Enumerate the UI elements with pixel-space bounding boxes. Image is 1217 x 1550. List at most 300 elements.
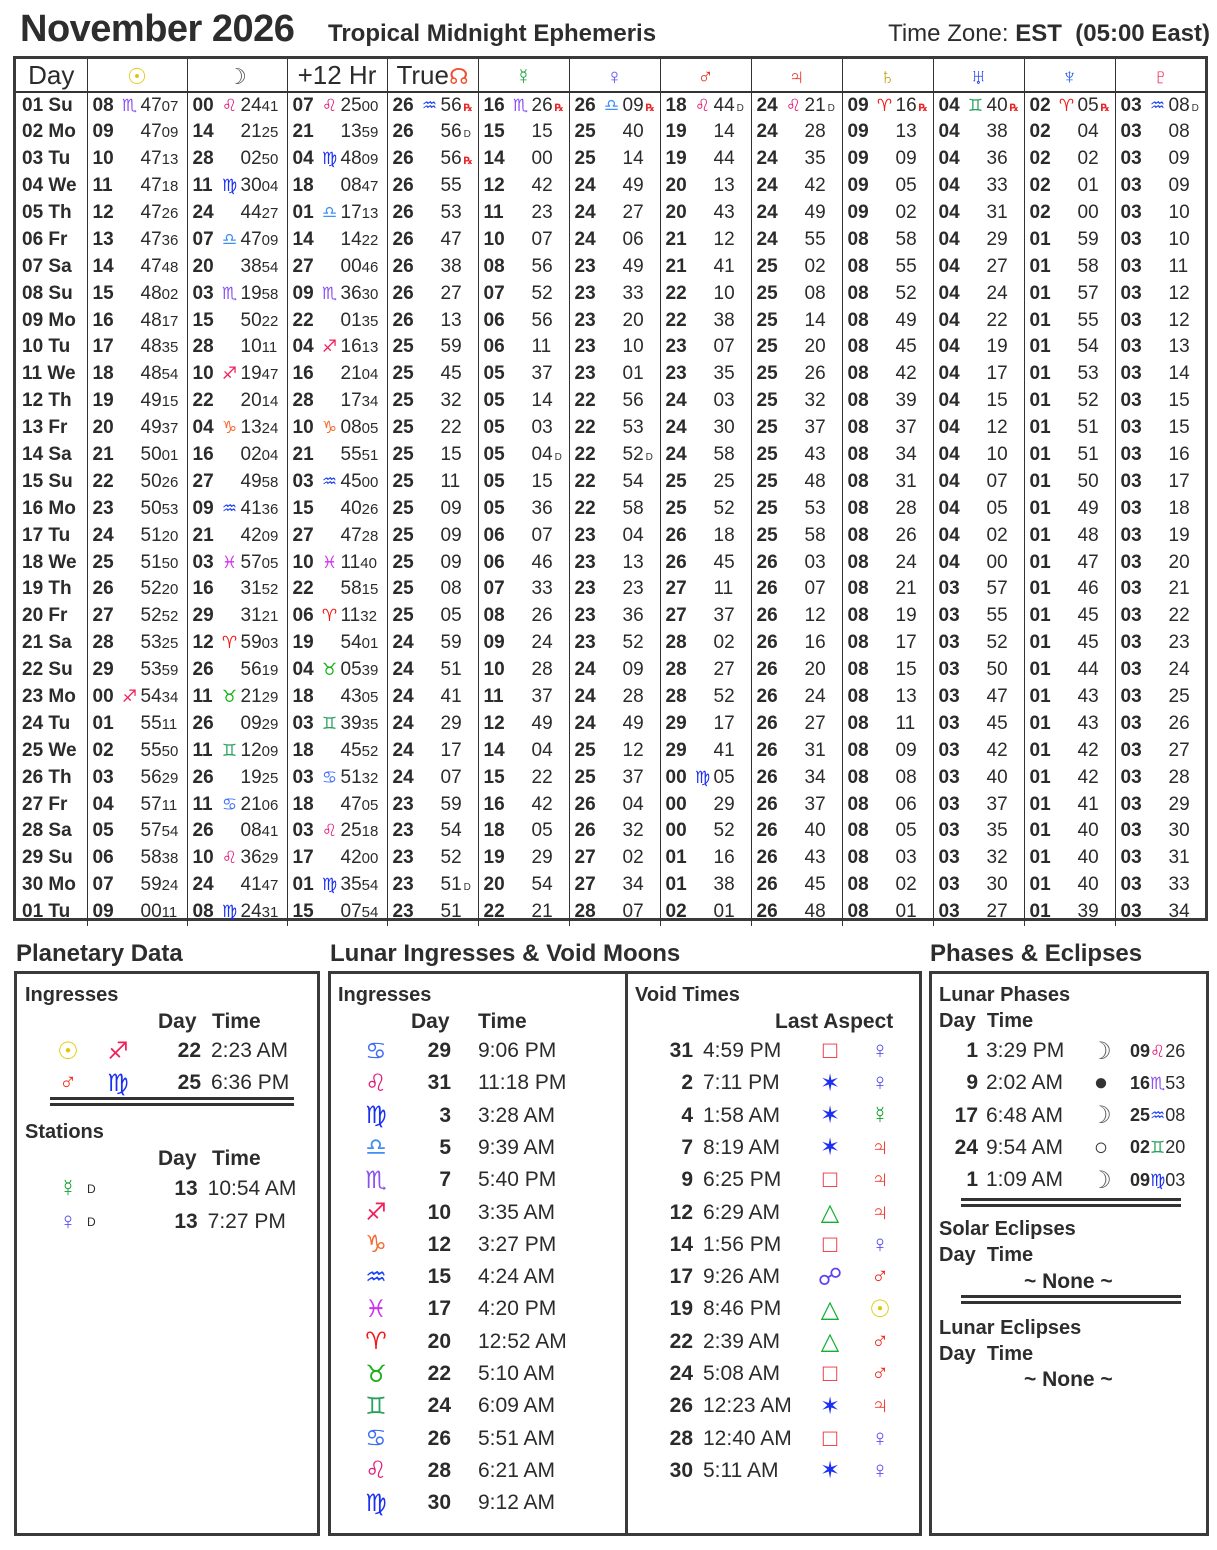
position-cell [1024, 818, 1115, 845]
degrees: 04 [292, 336, 314, 358]
degrees: 03 [1120, 228, 1142, 250]
venus-icon: ♀︎ [871, 1456, 889, 1484]
sagittarius-icon: ♐︎ [221, 364, 238, 384]
seconds: 32 [360, 608, 377, 626]
aries-icon: ♈︎ [1058, 95, 1075, 115]
position-value [193, 552, 287, 574]
quarter-moon-icon: ☽︎ [1090, 1037, 1112, 1065]
degrees: 21 [292, 444, 314, 466]
degrees: 01 [1029, 578, 1051, 600]
retrograde-marker: ℞ [554, 102, 564, 114]
phases-section-title: Phases & Eclipses [930, 940, 1143, 967]
position-cell [478, 522, 569, 549]
position-cell [1024, 253, 1115, 280]
degrees: 03 [292, 766, 314, 788]
seconds: 00 [361, 97, 379, 115]
position-value [939, 444, 1024, 466]
degrees: 26 [392, 94, 414, 116]
minutes: 46 [531, 551, 553, 573]
position-cell [287, 872, 387, 899]
degrees: 26 [756, 712, 778, 734]
degrees: 03 [1120, 847, 1142, 869]
position-value [484, 686, 569, 708]
position-cell [1115, 442, 1206, 469]
position-value [666, 283, 751, 305]
lunar-phase-row [940, 1036, 1185, 1066]
position-value [484, 471, 569, 493]
position-value [575, 390, 660, 412]
degrees: 10 [292, 417, 314, 439]
position-cell [1115, 657, 1206, 684]
minutes: 37 [804, 417, 826, 439]
trine-icon: △︎ [820, 1328, 840, 1356]
table-row [16, 737, 1206, 764]
degrees: 08 [847, 739, 869, 761]
seconds: 41 [261, 823, 279, 841]
degrees: 08 [847, 847, 869, 869]
position-value [848, 632, 933, 654]
position-cell [478, 845, 569, 872]
position-value [666, 659, 751, 681]
column-header [660, 59, 751, 92]
degrees: 04 [938, 363, 960, 385]
degrees: 04 [938, 309, 960, 331]
position-value [757, 820, 842, 842]
degrees: 11 [92, 175, 113, 197]
seconds: 30 [361, 285, 379, 303]
degrees: 23 [574, 524, 596, 546]
minutes: 31 [895, 470, 917, 492]
day-header: Day [939, 1010, 976, 1032]
leo-icon: ♌︎ [694, 95, 711, 115]
position-value [393, 229, 478, 251]
degrees: 23 [574, 255, 596, 277]
position-cell [287, 657, 387, 684]
column-header [387, 59, 478, 92]
seconds: 52 [161, 608, 179, 626]
minutes: 09 [440, 551, 462, 573]
day-cell: 30 Mo [16, 872, 87, 899]
scorpio-icon: ♏︎ [1150, 1073, 1166, 1093]
position-value [575, 121, 660, 143]
minutes: 05 [531, 820, 553, 842]
minutes: 00 [1077, 202, 1099, 223]
minutes: 16 [713, 847, 735, 869]
position-cell [751, 737, 842, 764]
degrees: 03 [1120, 766, 1142, 788]
minutes: 18 [713, 524, 735, 546]
page-subtitle: Tropical Midnight Ephemeris [328, 20, 657, 47]
column-label: True [396, 59, 449, 90]
position-cell [1024, 226, 1115, 253]
position-cell [1115, 388, 1206, 415]
position-cell [1115, 280, 1206, 307]
position-value [575, 740, 660, 762]
position-value [848, 283, 933, 305]
position-cell [1024, 657, 1115, 684]
minutes: 30 [240, 175, 262, 197]
double-divider [961, 1295, 1181, 1304]
minutes: 40 [622, 121, 644, 143]
position-value [93, 740, 187, 762]
position-cell [1115, 872, 1206, 899]
void-day: 24 [669, 1362, 693, 1385]
position-cell [87, 200, 187, 227]
degrees: 29 [92, 659, 114, 681]
minutes: 49 [622, 255, 644, 277]
table-row [16, 361, 1206, 388]
position-value [193, 632, 287, 654]
seconds: 11 [261, 339, 278, 357]
position-cell [387, 522, 478, 549]
seconds: 01 [361, 635, 379, 653]
degrees: 24 [392, 766, 414, 788]
degrees: 25 [392, 417, 414, 439]
position-value [939, 336, 1024, 358]
minutes: 58 [895, 228, 917, 250]
position-value [1030, 95, 1115, 117]
position-value [939, 767, 1024, 789]
position-cell [387, 872, 478, 899]
jupiter-icon: ♃︎ [871, 1133, 889, 1161]
minutes: 58 [340, 578, 362, 600]
minutes: 40 [804, 820, 826, 842]
seconds: 24 [161, 877, 179, 895]
position-value [575, 901, 660, 923]
minutes: 40 [1077, 847, 1099, 869]
degrees: 01 [1029, 524, 1051, 546]
mercury-icon: ☿︎ [515, 63, 532, 89]
minutes: 56 [140, 766, 162, 788]
degrees: 05 [483, 470, 505, 492]
degrees: 09 [192, 497, 214, 519]
degrees: 01 [292, 874, 314, 896]
minutes: 53 [622, 417, 644, 439]
position-value [193, 901, 287, 923]
position-value [939, 229, 1024, 251]
position-cell [387, 361, 478, 388]
position-cell [1024, 764, 1115, 791]
position-value [575, 310, 660, 332]
minutes: 39 [340, 712, 362, 734]
position-value [1121, 148, 1207, 170]
position-cell [933, 657, 1024, 684]
degrees: 03 [1120, 712, 1142, 734]
seconds: 41 [261, 97, 279, 115]
void-row [641, 1424, 895, 1454]
degrees: 04 [938, 444, 960, 466]
minutes: 15 [531, 470, 553, 492]
degrees: 01 [1029, 363, 1051, 385]
position-cell [1024, 899, 1115, 926]
table-row [16, 146, 1206, 173]
position-value [939, 901, 1024, 923]
minutes: 29 [531, 847, 553, 869]
lunar-ingress-row [361, 1101, 555, 1131]
seconds: 50 [161, 554, 179, 572]
degrees: 18 [483, 820, 505, 842]
degrees: 15 [192, 309, 214, 331]
position-cell [287, 549, 387, 576]
degrees: 23 [574, 336, 596, 358]
position-value [1121, 794, 1207, 816]
degrees: 03 [1120, 444, 1142, 466]
position-value [575, 256, 660, 278]
position-value [757, 283, 842, 305]
position-cell [478, 468, 569, 495]
position-cell [387, 495, 478, 522]
degrees: 02 [1029, 202, 1051, 223]
jupiter-icon: ♃︎ [871, 1166, 889, 1194]
position-cell [87, 603, 187, 630]
position-cell [751, 791, 842, 818]
minutes: 08 [1168, 121, 1190, 143]
minutes: 52 [531, 282, 553, 304]
minutes: 10 [240, 336, 262, 358]
day-cell: 18 We [16, 549, 87, 576]
degrees: 26 [756, 686, 778, 708]
minutes: 19 [1168, 524, 1190, 546]
seconds: 04 [361, 366, 379, 384]
ingress-day: 20 [427, 1329, 451, 1353]
degrees: 25 [756, 390, 778, 412]
degrees: 27 [665, 605, 687, 627]
position-value [757, 148, 842, 170]
direct-marker: D [463, 129, 471, 141]
degrees: 01 [1029, 793, 1051, 815]
position-value [93, 444, 187, 466]
virgo-icon: ♍︎ [321, 875, 338, 895]
position-value [575, 444, 660, 466]
degrees: 01 [1029, 228, 1051, 250]
degrees: 07 [92, 874, 114, 896]
degrees: 08 [847, 444, 869, 466]
position-cell [287, 791, 387, 818]
minutes: 56 [440, 121, 462, 143]
position-value [293, 820, 387, 842]
minutes: 07 [531, 524, 553, 546]
position-cell [187, 549, 287, 576]
station-row [53, 1207, 286, 1237]
position-cell [933, 630, 1024, 657]
position-cell [187, 791, 287, 818]
minutes: 08 [440, 578, 462, 600]
planet-ingress-row [53, 1036, 288, 1066]
position-cell [387, 791, 478, 818]
degrees: 00 [665, 820, 687, 842]
position-value [293, 95, 387, 117]
position-value [1121, 498, 1207, 520]
day-cell: 20 Fr [16, 603, 87, 630]
seconds: 07 [161, 97, 179, 115]
minutes: 49 [622, 175, 644, 197]
degrees: 04 [292, 148, 314, 170]
seconds: 29 [161, 769, 179, 787]
degrees: 24 [392, 739, 414, 761]
minutes: 13 [622, 551, 644, 573]
minutes: 54 [340, 632, 362, 654]
sagittarius-icon: ♐︎ [321, 337, 338, 357]
position-value [1121, 659, 1207, 681]
quarter-moon-icon: ☽︎ [1090, 1166, 1112, 1194]
position-value [575, 95, 660, 117]
degrees: 19 [92, 390, 114, 412]
minutes: 09 [440, 497, 462, 519]
aries-icon: ♈︎ [221, 633, 238, 653]
column-header [187, 59, 287, 92]
degrees: 24 [756, 121, 778, 143]
position-value [666, 229, 751, 251]
seconds: 35 [161, 339, 179, 357]
minutes: 14 [340, 228, 362, 250]
degrees: 02 [92, 739, 114, 761]
degrees: 25 [665, 470, 687, 492]
position-value [193, 310, 287, 332]
position-cell [933, 442, 1024, 469]
minutes: 48 [140, 309, 162, 331]
position-value [666, 202, 751, 224]
degrees: 03 [938, 901, 960, 923]
degrees: 23 [665, 336, 687, 358]
minutes: 13 [1168, 336, 1190, 358]
minutes: 36 [622, 605, 644, 627]
position-value [1030, 874, 1115, 896]
position-value [393, 121, 478, 143]
void-time: 7:11 PM [703, 1071, 780, 1095]
degrees: 08 [847, 336, 869, 358]
degrees: 25 [574, 148, 596, 170]
position-cell [187, 280, 287, 307]
minutes: 47 [1077, 551, 1099, 573]
degrees: 02 [1029, 94, 1051, 116]
degrees: 22 [574, 444, 596, 466]
degrees: 16 [192, 444, 214, 466]
ingress-day: 12 [427, 1232, 451, 1256]
ingress-day: 29 [427, 1039, 451, 1062]
station-row [53, 1174, 296, 1204]
position-cell [842, 388, 933, 415]
venus-icon: ♀︎ [871, 1037, 889, 1064]
position-value [939, 256, 1024, 278]
degrees: 08 [847, 686, 869, 708]
cancer-icon: ♋︎ [365, 1037, 387, 1065]
degrees: 24 [574, 712, 596, 734]
minutes: 08 [240, 820, 262, 842]
position-cell [933, 549, 1024, 576]
mars-icon: ♂︎ [697, 63, 714, 89]
position-value [484, 498, 569, 520]
minutes: 50 [1077, 470, 1099, 492]
degrees: 16 [192, 578, 214, 600]
position-value [848, 820, 933, 842]
position-cell [87, 576, 187, 603]
position-value [1121, 605, 1207, 627]
position-cell [751, 522, 842, 549]
position-value [575, 659, 660, 681]
venus-icon: ♀︎ [59, 1208, 77, 1235]
position-value [1121, 632, 1207, 654]
position-value [393, 713, 478, 735]
minutes: 37 [986, 793, 1008, 815]
position-value [757, 578, 842, 600]
position-cell [842, 415, 933, 442]
degrees: 23 [574, 551, 596, 573]
degrees: 26 [192, 659, 214, 681]
minutes: 20 [240, 390, 262, 412]
position-value [193, 417, 287, 439]
virgo-icon: ♍︎ [107, 1069, 129, 1097]
position-cell [842, 710, 933, 737]
position-cell [1024, 200, 1115, 227]
position-cell [87, 92, 187, 119]
minutes: 45 [340, 739, 362, 761]
position-cell [478, 899, 569, 926]
degrees: 10 [483, 659, 505, 681]
seconds: 09 [261, 527, 279, 545]
position-value [193, 121, 287, 143]
minutes: 53 [140, 632, 162, 654]
seconds: 00 [361, 473, 379, 491]
position-cell [660, 845, 751, 872]
position-cell [187, 737, 287, 764]
degrees: 26 [756, 659, 778, 681]
minutes: 07 [713, 336, 735, 358]
minutes: 45 [895, 336, 917, 358]
position-cell [933, 415, 1024, 442]
position-value [757, 794, 842, 816]
position-cell [87, 710, 187, 737]
degrees: 19 [665, 148, 687, 170]
degrees: 05 [483, 417, 505, 439]
position-value [575, 336, 660, 358]
table-row [16, 522, 1206, 549]
degrees: 04 [938, 497, 960, 519]
degrees: 05 [92, 820, 114, 842]
position-value [193, 820, 287, 842]
position-value [1121, 901, 1207, 923]
position-cell [660, 710, 751, 737]
void-time: 1:58 AM [703, 1103, 781, 1127]
position-cell [187, 173, 287, 200]
degrees: 12 [483, 175, 505, 197]
minutes: 01 [895, 901, 917, 923]
position-cell [751, 495, 842, 522]
seconds: 05 [361, 420, 379, 438]
position-value [848, 794, 933, 816]
position-value [393, 498, 478, 520]
direct-marker: D [463, 882, 471, 894]
phase-minutes: 20 [1165, 1137, 1186, 1158]
seconds: 51 [361, 447, 379, 465]
position-value [757, 767, 842, 789]
position-value [939, 605, 1024, 627]
degrees: 03 [1120, 417, 1142, 439]
void-time: 1:56 PM [703, 1232, 782, 1256]
position-value [1121, 471, 1207, 493]
ingress-time: 11:18 PM [478, 1071, 567, 1095]
degrees: 01 [1029, 847, 1051, 869]
position-value [484, 202, 569, 224]
mars-icon: ♂︎ [871, 1263, 889, 1291]
minutes: 57 [1077, 282, 1099, 304]
phase-position [1130, 1041, 1185, 1062]
minutes: 05 [895, 175, 917, 197]
minutes: 14 [1168, 363, 1190, 385]
position-value [1030, 175, 1115, 197]
position-cell [1115, 764, 1206, 791]
minutes: 13 [713, 175, 735, 197]
position-value [293, 256, 387, 278]
